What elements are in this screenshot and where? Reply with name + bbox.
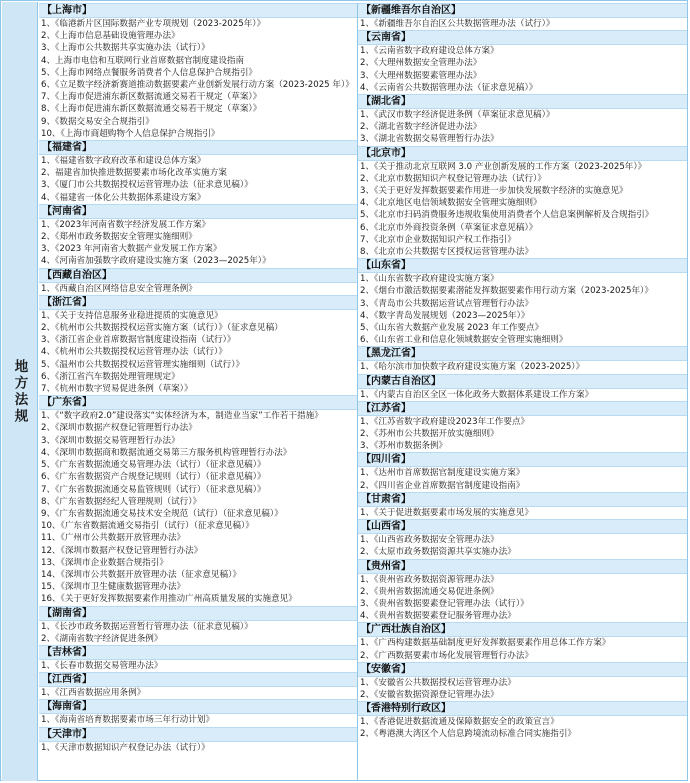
region-section	[39, 295, 357, 395]
regulation-item: 3、《浙江省企业首席数据官制度建设指南（试行）》	[41, 335, 236, 346]
regulation-item: 6、《广东省数据资产合规登记规则（试行）（征求意见稿）》	[41, 472, 266, 483]
region-title: 【新疆维吾尔自治区】	[358, 3, 687, 18]
region-title: 【山西省】	[358, 519, 687, 534]
regulation-item: 7、《杭州市数字贸易促进条例（草案）》	[41, 384, 193, 395]
regulation-item: 6、《北京市外商投资条例（草案征求意见稿）》	[360, 222, 538, 233]
regulation-item: 14、《深圳市公共数据开放管理办法（征求意见稿）》	[41, 569, 241, 580]
regulation-item: 4、《数字青岛发展规划（2023—2025年）》	[360, 310, 530, 321]
region-section	[358, 662, 687, 701]
regulation-item: 1、《内蒙古自治区全区一体化政务大数据体系建设工作方案》	[360, 389, 594, 400]
region-title: 【香港特别行政区】	[358, 701, 687, 716]
region-section	[358, 622, 687, 661]
region-section	[358, 519, 687, 558]
region-title: 【湖北省】	[358, 94, 687, 109]
region-title: 【西藏自治区】	[39, 268, 357, 283]
region-section	[358, 401, 687, 453]
regulation-item: 3、《深圳市数据交易管理暂行办法》	[41, 435, 180, 446]
regulation-item: 1、《山西省政务数据安全管理办法》	[360, 535, 499, 546]
region-title: 【安徽省】	[358, 662, 687, 677]
regulation-item: 2、《上海市信息基础设施管理办法》	[41, 31, 180, 42]
regulation-item: 2、《杭州市公共数据授权运营实施方案（试行）》（征求意见稿）	[41, 323, 283, 334]
regulation-item: 3、《贵州省数据要素登记管理办法（试行）》	[360, 598, 529, 609]
region-title: 【江西省】	[39, 672, 357, 687]
regulation-item: 2、《湖南省数字经济促进条例》	[41, 633, 163, 644]
regulation-item: 1、《2023年河南省数字经济发展工作方案》	[41, 219, 211, 230]
regulation-item: 1、《关于促进数据要素市场发展的实施意见》	[360, 507, 534, 518]
region-section	[39, 268, 357, 295]
regulation-item: 4、《云南省公共数据管理办法（征求意见稿）》	[360, 82, 538, 93]
regulation-item: 5、《上海市网络点餐服务消费者个人信息保护合规指引》	[41, 67, 258, 78]
regulation-item: 1、《安徽省公共数据授权运营管理办法》	[360, 677, 516, 688]
region-section	[358, 258, 687, 346]
regulation-item: 5、《温州市公共数据授权运营管理实施细则（试行）》	[41, 359, 245, 370]
region-title: 【山东省】	[358, 258, 687, 273]
regulation-item: 4、《贵州省数据要素登记服务管理办法》	[360, 611, 516, 622]
regulation-item: 1、《新疆维吾尔自治区公共数据管理办法（试行）》	[360, 19, 555, 29]
regulation-item: 2、《四川省企业首席数据官制度建设指南》	[360, 480, 525, 491]
region-title: 【上海市】	[39, 3, 357, 18]
region-section	[358, 94, 687, 146]
region-section	[39, 3, 357, 140]
region-section	[358, 452, 687, 491]
regulation-item: 5、《山东省大数据产业发展 2023 年工作要点》	[360, 323, 544, 334]
region-title: 【河南省】	[39, 204, 357, 219]
region-section	[39, 645, 357, 672]
region-section	[358, 146, 687, 259]
regulation-item: 10、《上海市商超购物个人信息保护合规指引》	[41, 128, 220, 139]
region-title: 【甘肃省】	[358, 492, 687, 507]
region-section	[39, 672, 357, 699]
region-title: 【广西壮族自治区】	[358, 622, 687, 637]
side-header	[2, 2, 38, 781]
regulation-item: 2、福建省加快推进数据要素市场化改革实施方案	[41, 168, 227, 179]
region-title: 【湖南省】	[39, 606, 357, 621]
regulation-item: 2、《粤港澳大湾区个人信息跨境流动标准合同实施指引》	[360, 729, 577, 740]
regulation-item: 2、《郑州市政务数据安全管理实施细则》	[41, 232, 197, 243]
regulation-item: 2、《太原市政务数据资源共享实施办法》	[360, 547, 516, 558]
region-title: 【浙江省】	[39, 295, 357, 310]
regulation-item: 1、《长春市数据交易管理办法》	[41, 660, 163, 671]
regulation-item: 9、《数据交易安全合规指引》	[41, 116, 154, 127]
regulation-item: 3、《关于更好发挥数据要素作用进一步加快发展数字经济的实施意见》	[360, 186, 628, 197]
regulation-item: 11、《广州市公共数据开放管理办法》	[41, 533, 186, 544]
regulation-item: 8、《上海市促进浦东新区数据流通交易若干规定（草案）》	[41, 104, 262, 115]
regulation-item: 9、《广东省数据流通交易技术安全规范（试行）（征求意见稿）》	[41, 508, 283, 519]
regulation-item: 3、《上海市公共数据共享实施办法（试行）》	[41, 43, 210, 54]
region-title: 【吉林省】	[39, 645, 357, 660]
regulation-item: 1、《达州市首席数据官制度建设实施方案》	[360, 468, 525, 479]
region-title: 【天津市】	[39, 727, 357, 742]
regulation-item: 3、《大理州数据要素管理办法》	[360, 70, 482, 81]
regulation-item: 7、《广东省数据流通交易监管规则（试行）（征求意见稿）》	[41, 484, 266, 495]
regulation-item: 3、《苏州市数据条例》	[360, 441, 448, 452]
regulation-item: 3、《厦门市公共数据授权运营管理办法（征求意见稿）》	[41, 180, 253, 191]
region-section	[358, 346, 687, 373]
regulation-item: 1、《江苏省数字政府建设2023年工作要点》	[360, 416, 530, 427]
region-title: 【广东省】	[39, 395, 357, 410]
regulation-item: 4、上海市电信和互联网行业首席数据官制度建设指南	[41, 55, 245, 66]
regulation-item: 5、《北京市扫码消费服务违规收集使用消费者个人信息案例解析及合规指引》	[360, 210, 654, 221]
region-title: 【四川省】	[358, 452, 687, 467]
regulation-item: 13、《深圳市企业数据合规指引》	[41, 557, 168, 568]
regulation-item: 1、《西藏自治区网络信息安全管理条例》	[41, 283, 197, 294]
regulation-item: 2、《贵州省数据流通交易促进条例》	[360, 586, 499, 597]
regulation-item: 1、《香港促进数据流通及保障数据安全的政策宣言》	[360, 717, 559, 728]
region-section	[358, 492, 687, 519]
region-section	[39, 606, 357, 645]
regulation-item: 2、《广西数据要素市场化发展管理暂行办法》	[360, 650, 534, 661]
regulation-item: 4、《河南省加强数字政府建设实施方案（2023—2025年）》	[41, 256, 271, 267]
region-title: 【贵州省】	[358, 559, 687, 574]
regulation-item: 2、《烟台市激活数据要素潜能发挥数据要素作用行动方案（2023-2025年）》	[360, 286, 653, 297]
regulation-item: 6、《立足数字经济新赛道推动数据要素产业创新发展行动方案（2023-2025 年）》	[41, 80, 354, 91]
regulation-item: 2、《苏州市公共数据开放实施细则》	[360, 429, 499, 440]
regulation-item: 16、《关于更好发挥数据要素作用推动广州高质量发展的实施意见》	[41, 594, 297, 605]
regulation-item: 2、《湖北省数字经济促进办法》	[360, 122, 482, 133]
region-section	[358, 559, 687, 623]
regulation-item: 4、《深圳市数据商和数据流通交易第三方服务机构管理暂行办法》	[41, 447, 292, 458]
region-section	[358, 3, 687, 30]
region-title: 【内蒙古自治区】	[358, 374, 687, 389]
left-column	[39, 3, 358, 781]
region-section	[39, 395, 357, 605]
region-title: 【北京市】	[358, 146, 687, 161]
regulation-item: 1、《海南省培育数据要素市场三年行动计划》	[41, 715, 215, 726]
regulation-item: 5、《广东省数据流通交易管理办法（试行）（征求意见稿）》	[41, 460, 266, 471]
regulation-item: 2、《北京市数据知识产权登记管理办法（试行）》	[360, 173, 546, 184]
right-column	[358, 3, 687, 781]
regulation-item: 8、《北京市公共数据专区授权运营管理办法》	[360, 247, 534, 258]
regulation-item: 2、《深圳市数据产权登记管理暂行办法》	[41, 423, 197, 434]
regulation-item: 3、《湖北省数据交易管理暂行办法》	[360, 134, 499, 145]
regulation-item: 7、《上海市促进浦东新区数据流通交易若干规定（草案）》	[41, 92, 262, 103]
region-section	[358, 30, 687, 94]
regulation-item: 1、《武汉市数字经济促进条例（草案征求意见稿）》	[360, 110, 555, 121]
region-section	[358, 374, 687, 401]
regulation-item: 1、《贵州省政务数据资源管理办法》	[360, 574, 499, 585]
regulation-item: 1、《江西省数据应用条例》	[41, 688, 146, 699]
regulation-item: 2、《大理州数据安全管理办法》	[360, 58, 482, 69]
regulation-item: 1、《云南省数字政府建设总体方案》	[360, 46, 499, 57]
region-title: 【海南省】	[39, 699, 357, 714]
regulation-item: 1、《天津市数据知识产权登记办法（试行）》	[41, 742, 210, 753]
regulation-item: 3、《2023 年河南省大数据产业发展工作方案》	[41, 244, 222, 255]
region-title: 【福建省】	[39, 140, 357, 155]
regulation-item: 3、《青岛市公共数据运营试点管理暂行办法》	[360, 298, 534, 309]
region-section	[39, 204, 357, 268]
regulation-item: 1、《福建省数字政府改革和建设总体方案》	[41, 156, 206, 167]
regulation-item: 1、《哈尔滨市加快数字政府建设实施方案（2023-2025）》	[360, 362, 585, 373]
regulation-item: 12、《深圳市数据产权登记管理暂行办法》	[41, 545, 203, 556]
regulation-item: 4、《北京地区电信领域数据安全管理实施细则》	[360, 198, 542, 209]
regulation-item: 10、《广东省数据流通交易指引（试行）（征求意见稿）》	[41, 521, 254, 532]
regulation-item: 1、《广西构建数据基础制度更好发挥数据要素作用总体工作方案》	[360, 638, 611, 649]
regulation-item: 15、《深圳市卫生健康数据管理办法》	[41, 582, 186, 593]
regulation-item: 1、《关于推动北京互联网 3.0 产业创新发展的工作方案（2023-2025年）》	[360, 161, 647, 172]
region-section	[39, 140, 357, 204]
region-title: 【云南省】	[358, 30, 687, 45]
regulation-item: 1、《“数字政府2.0”建设落实“实体经济为本，制造业当家”工作若干措施》	[41, 411, 323, 422]
regulation-item: 6、《山东省工业和信息化领域数据安全管理实施细则》	[360, 335, 568, 346]
region-section	[358, 701, 687, 740]
regulation-item: 1、《山东省数字政府建设实施方案》	[360, 274, 499, 285]
region-title: 【江苏省】	[358, 401, 687, 416]
regulation-item: 1、《关于支持信息服务业稳进提质的实施意见》	[41, 310, 223, 321]
regulation-item: 7、《北京市企业数据知识产权工作指引》	[360, 234, 516, 245]
regulation-item: 1、《长沙市政务数据运营暂行管理办法（征求意见稿）》	[41, 621, 253, 632]
region-section	[39, 727, 357, 754]
regulation-item: 1、《临港新片区国际数据产业专项规划（2023-2025年）》	[41, 19, 266, 29]
side-label: 地方法规	[11, 358, 28, 425]
region-title: 【黑龙江省】	[358, 346, 687, 361]
regulation-item: 6、《浙江省汽车数据处理管理规定》	[41, 371, 180, 382]
regulation-item: 2、《安徽省数据资源登记管理办法》	[360, 689, 499, 700]
regulation-item: 4、《杭州市公共数据授权运营管理办法（试行）》	[41, 347, 227, 358]
regulation-item: 4、《福建省一体化公共数据体系建设方案》	[41, 192, 206, 203]
region-section	[39, 699, 357, 726]
regulation-item: 8、《广东省数据经纪人管理规则（试行）》	[41, 496, 202, 507]
